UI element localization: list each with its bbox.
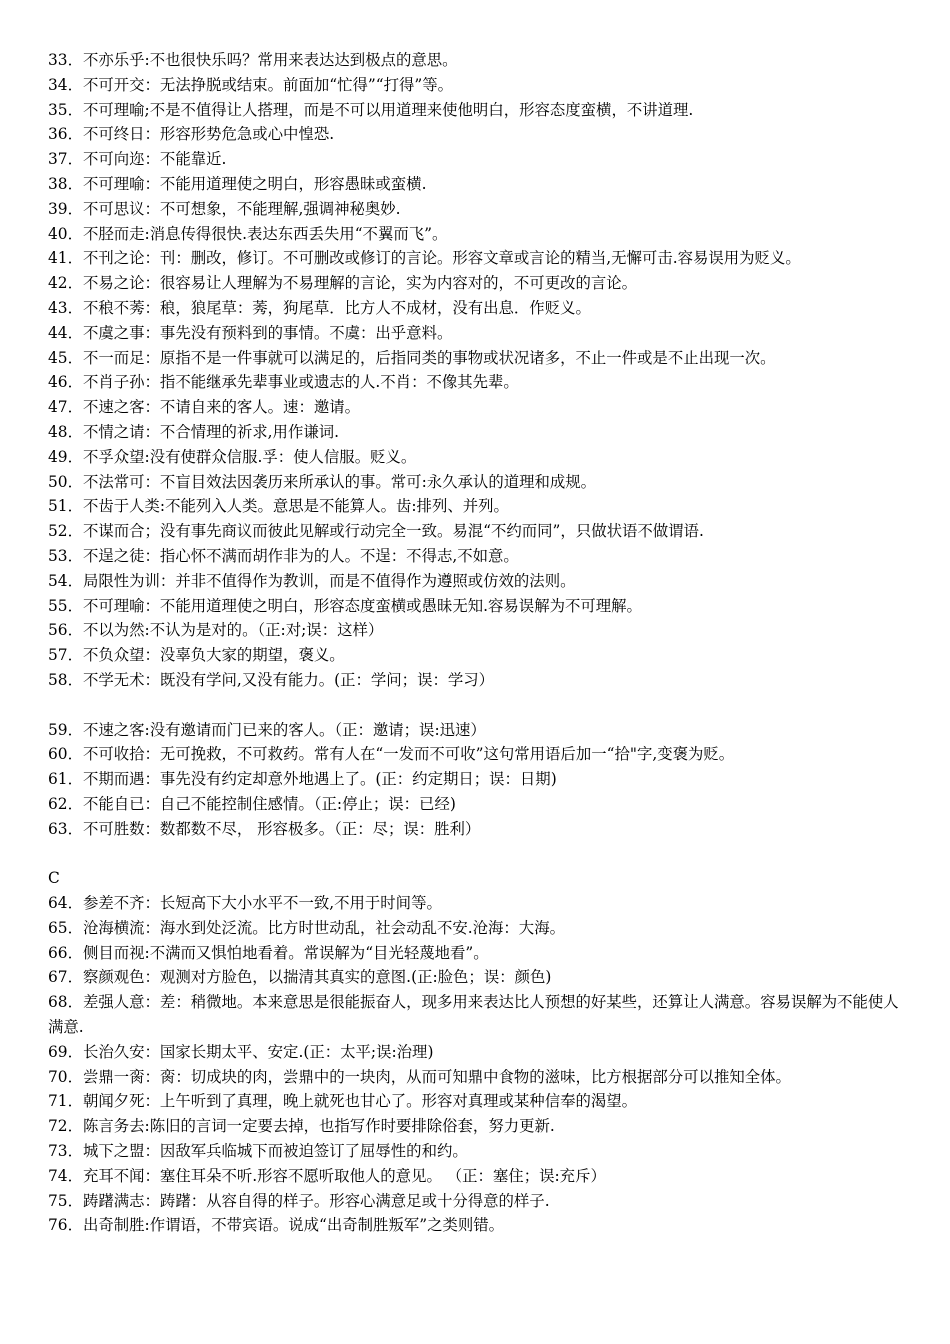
list-item: 56．不以为然:不认为是对的。（正:对;误：这样） bbox=[48, 621, 384, 640]
list-item: 58．不学无术：既没有学问,又没有能力。(正：学问；误：学习） bbox=[48, 670, 495, 689]
list-item: 41．不刊之论：刊：删改，修订。不可删改或修订的言论。形容文章或言论的精当,无懈可击.容易误用为贬义。 bbox=[48, 249, 801, 268]
list-item: 64．参差不齐：长短高下大小水平不一致,不用于时间等。 bbox=[48, 894, 442, 913]
list-item: 60．不可收拾：无可挽救，不可救药。常有人在“一发而不可收”这句常用语后加一“拾"字,变褒为贬。 bbox=[48, 745, 735, 764]
list-item: 70．尝鼎一脔：脔：切成块的肉，尝鼎中的一块肉，从而可知鼎中食物的滋味，比方根据部分可以推知全体。 bbox=[48, 1067, 791, 1086]
list-item: 75．踌躇满志：踌躇：从容自得的样子。形容心满意足或十分得意的样子. bbox=[48, 1191, 550, 1210]
document-page bbox=[48, 48, 910, 1238]
entry-list-b-continued bbox=[48, 718, 910, 842]
blank-line bbox=[48, 693, 910, 718]
list-item: 59．不速之客:没有邀请而门已来的客人。（正：邀请；误:迅速） bbox=[48, 720, 486, 739]
list-item: 45．不一而足：原指不是一件事就可以满足的，后指同类的事物或状况诸多，不止一件或是不止出现一次。 bbox=[48, 348, 776, 367]
blank-line bbox=[48, 842, 910, 867]
list-item: 44．不虞之事：事先没有预料到的事情。不虞：出乎意料。 bbox=[48, 323, 453, 342]
list-item: 55．不可理喻：不能用道理使之明白，形容态度蛮横或愚昧无知.容易误解为不可理解。 bbox=[48, 596, 642, 615]
list-item: 37．不可向迩：不能靠近. bbox=[48, 150, 227, 169]
list-item: 42．不易之论：很容易让人理解为不易理解的言论，实为内容对的，不可更改的言论。 bbox=[48, 274, 638, 293]
list-item: 67．察颜观色：观测对方脸色，以揣清其真实的意图.(正:脸色；误：颜色) bbox=[48, 968, 552, 987]
list-item: 54．局限性为训：并非不值得作为教训，而是不值得作为遵照或仿效的法则。 bbox=[48, 571, 576, 590]
list-item: 38．不可理喻：不能用道理使之明白，形容愚昧或蛮横. bbox=[48, 174, 427, 193]
list-item: 62．不能自已：自己不能控制住感情。（正:停止；误：已经) bbox=[48, 794, 456, 813]
entry-list-b bbox=[48, 48, 910, 693]
list-item: 48．不情之请：不合情理的祈求,用作谦词. bbox=[48, 422, 340, 441]
list-item: 35．不可理喻;不是不值得让人搭理，而是不可以用道理来使他明白，形容态度蛮横，不讲道理. bbox=[48, 100, 694, 119]
section-heading-c: C bbox=[48, 869, 60, 888]
list-item: 61．不期而遇：事先没有约定却意外地遇上了。(正：约定期日；误：日期) bbox=[48, 770, 557, 789]
list-item: 51．不齿于人类:不能列入人类。意思是不能算人。齿:排列、并列。 bbox=[48, 497, 509, 516]
entry-list-c bbox=[48, 891, 910, 1238]
list-item: 46．不肖子孙：指不能继承先辈事业或遗志的人.不肖：不像其先辈。 bbox=[48, 373, 519, 392]
list-item: 71．朝闻夕死：上午听到了真理，晚上就死也甘心了。形容对真理或某种信奉的渴望。 bbox=[48, 1092, 638, 1111]
list-item: 68．差强人意：差：稍微地。本来意思是很能振奋人，现多用来表达比人预想的好某些，还算让人满意。容易误解为不能使人满意. bbox=[48, 993, 899, 1037]
list-item: 33．不亦乐乎:不也很快乐吗？常用来表达达到极点的意思。 bbox=[48, 51, 458, 69]
list-item: 72．陈言务去:陈旧的言词一定要去掉，也指写作时要排除俗套，努力更新. bbox=[48, 1117, 555, 1136]
list-item: 36．不可终日：形容形势危急或心中惶恐. bbox=[48, 125, 335, 144]
list-item: 63．不可胜数：数都数不尽， 形容极多。（正：尽；误：胜利） bbox=[48, 819, 481, 838]
list-item: 65．沧海横流：海水到处泛流。比方时世动乱，社会动乱不安.沧海：大海。 bbox=[48, 918, 565, 937]
list-item: 74．充耳不闻：塞住耳朵不听.形容不愿听取他人的意见。 （正：塞住；误:充斥） bbox=[48, 1166, 606, 1185]
list-item: 40．不胫而走:消息传得很快.表达东西丢失用“不翼而飞”。 bbox=[48, 224, 448, 243]
list-item: 73．城下之盟：因敌军兵临城下而被迫签订了屈辱性的和约。 bbox=[48, 1142, 468, 1161]
list-item: 53．不逞之徒：指心怀不满而胡作非为的人。不逞：不得志,不如意。 bbox=[48, 546, 519, 565]
list-item: 34．不可开交：无法挣脱或结束。前面加“忙得”“打得”等。 bbox=[48, 75, 454, 94]
list-item: 57．不负众望：没辜负大家的期望，褒义。 bbox=[48, 646, 345, 665]
list-item: 49．不孚众望:没有使群众信服.孚：使人信服。贬义。 bbox=[48, 447, 417, 466]
list-item: 52．不谋而合；没有事先商议而彼此见解或行动完全一致。易混“不约而同”，只做状语不做谓语. bbox=[48, 522, 704, 541]
list-item: 47．不速之客：不请自来的客人。速：邀请。 bbox=[48, 398, 361, 417]
list-item: 50．不法常可：不盲目效法因袭历来所承认的事。常可:永久承认的道理和成规。 bbox=[48, 472, 597, 491]
list-item: 69．长治久安：国家长期太平、安定.(正：太平;误:治理) bbox=[48, 1042, 434, 1061]
list-item: 39．不可思议：不可想象，不能理解,强调神秘奥妙. bbox=[48, 199, 401, 218]
list-item: 66．侧目而视:不满而又惧怕地看着。常误解为“目光轻蔑地看”。 bbox=[48, 943, 489, 962]
list-item: 43．不稂不莠：稂，狼尾草：莠，狗尾草．比方人不成材，没有出息．作贬义。 bbox=[48, 298, 591, 317]
list-item: 76．出奇制胜:作谓语，不带宾语。说成“出奇制胜叛军”之类则错。 bbox=[48, 1216, 505, 1235]
